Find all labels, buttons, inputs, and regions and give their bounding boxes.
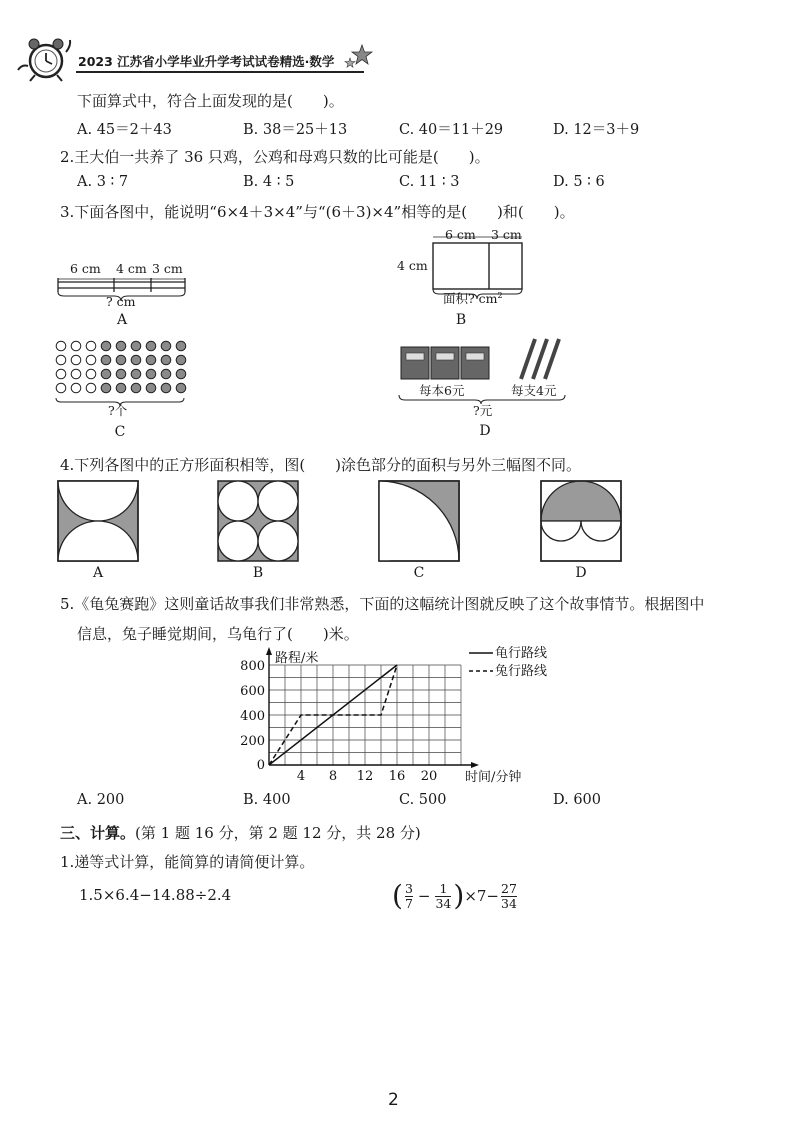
x-tick-label: 4 (296, 769, 306, 784)
fig-b-label: B (455, 312, 467, 328)
q4-figure-a[interactable] (57, 480, 139, 562)
frac3-den: 34 (501, 895, 517, 911)
frac1-den: 7 (404, 895, 413, 911)
fig-b-area-sup: 2 (497, 290, 503, 300)
q3-figure-b[interactable] (395, 225, 545, 333)
header-underline (76, 71, 364, 73)
q3-figure-a[interactable] (50, 258, 200, 333)
q5-option-c[interactable]: C. 500 (399, 792, 447, 808)
frac2-num: 1 (439, 880, 448, 896)
q4-label-d: D (575, 565, 587, 581)
section3-note: (第 1 题 16 分，第 2 题 12 分，共 28 分) (135, 824, 421, 842)
fig-d-pen-price: 每支4元 (511, 383, 557, 398)
page-number: 2 (388, 1090, 399, 1110)
dot (146, 369, 156, 379)
dot (71, 341, 81, 351)
dot (71, 369, 81, 379)
section3-q1: 1.递等式计算，能简算的请简便计算。 (60, 853, 315, 871)
fig-c-label: C (114, 424, 126, 440)
dot (116, 369, 126, 379)
x-tick-label: 12 (356, 769, 374, 784)
q2-option-d[interactable]: D. 5 ∶ 6 (553, 174, 605, 190)
dot (56, 341, 66, 351)
dot (101, 355, 111, 365)
dot (56, 383, 66, 393)
q4-label-c: C (413, 565, 425, 581)
dot (161, 341, 171, 351)
dot (176, 369, 186, 379)
q1-option-d[interactable]: D. 12＝3＋9 (553, 122, 640, 138)
q5-option-d[interactable]: D. 600 (553, 792, 602, 808)
fig-b-side: 4 cm (397, 258, 428, 273)
dot (161, 355, 171, 365)
q2-stem: 2.王大伯一共养了 36 只鸡，公鸡和母鸡只数的比可能是( )。 (60, 148, 490, 166)
q5-stem-line2: 信息，兔子睡觉期间，乌龟行了( )米。 (77, 625, 359, 643)
fig-d-label: D (479, 423, 491, 439)
q3-stem: 3.下面各图中，能说明“6×4＋3×4”与“(6＋3)×4”相等的是( )和( )。 (60, 203, 575, 221)
fig-b-area-text: 面积? cm (443, 291, 498, 306)
section3-heading (60, 822, 421, 843)
x-axis-label: 时间/分钟 (465, 770, 522, 785)
y-axis-label: 路程/米 (275, 651, 319, 666)
dot (86, 369, 96, 379)
dot (176, 341, 186, 351)
times-seven: ×7− (464, 887, 499, 905)
dot (86, 355, 96, 365)
dot (161, 369, 171, 379)
x-tick-label: 20 (420, 769, 438, 784)
fig-a-total: ? cm (106, 294, 136, 309)
alarm-clock-icon (14, 34, 74, 84)
y-axis-arrow (266, 647, 272, 655)
fig-c-total: ?个 (108, 403, 128, 418)
frac2-den: 34 (435, 895, 452, 911)
calc-expr-2: ( 3 7 − 1 34 ) ×7− 27 34 (392, 879, 517, 912)
dot (146, 355, 156, 365)
fig-a-seg1: 6 cm (70, 261, 101, 276)
q3-figure-c[interactable] (52, 338, 192, 446)
origin-label: 0 (256, 758, 265, 773)
fig-d-total: ?元 (473, 403, 493, 418)
fig-a-label: A (116, 312, 128, 328)
header-title: 江苏省小学毕业升学考试试卷精选·数学 (117, 54, 335, 69)
legend-label: 兔行路线 (495, 664, 548, 679)
dot (116, 341, 126, 351)
minus-sign: − (417, 887, 431, 905)
dot (146, 341, 156, 351)
fig-b-area (443, 289, 503, 307)
q2-option-a[interactable]: A. 3 ∶ 7 (77, 174, 129, 190)
q4-label-a: A (92, 565, 104, 581)
y-tick-label: 400 (240, 709, 265, 724)
dot (101, 369, 111, 379)
dot (71, 355, 81, 365)
dot (101, 341, 111, 351)
race-chart (235, 645, 615, 785)
frac3-num: 27 (501, 880, 517, 896)
q1-stem: 下面算式中，符合上面发现的是( )。 (77, 92, 344, 110)
dot (86, 383, 96, 393)
dot (101, 383, 111, 393)
q2-option-b[interactable]: B. 4 ∶ 5 (243, 174, 295, 190)
q4-figure-c[interactable] (378, 480, 460, 562)
x-tick-label: 8 (328, 769, 338, 784)
dot (161, 383, 171, 393)
header-year: 2023 (78, 54, 113, 69)
q4-figure-d[interactable] (540, 480, 622, 562)
q1-option-a[interactable]: A. 45＝2＋43 (77, 122, 172, 138)
q5-stem-line1: 5.《龟兔赛跑》这则童话故事我们非常熟悉，下面的这幅统计图就反映了这个故事情节。根据图中 (60, 595, 705, 613)
dot (176, 355, 186, 365)
dot (176, 383, 186, 393)
q4-label-b: B (252, 565, 264, 581)
fig-b-top1: 6 cm (445, 227, 476, 242)
fig-b-top2: 3 cm (491, 227, 522, 242)
x-axis-arrow (471, 762, 479, 768)
q2-option-c[interactable]: C. 11 ∶ 3 (399, 174, 460, 190)
q1-option-b[interactable]: B. 38＝25＋13 (243, 122, 348, 138)
dot (146, 383, 156, 393)
legend-label: 龟行路线 (495, 646, 548, 661)
q1-option-c[interactable]: C. 40＝11＋29 (399, 122, 504, 138)
dot (116, 383, 126, 393)
fig-a-seg2: 4 cm (116, 261, 147, 276)
dot (116, 355, 126, 365)
book-icon (401, 347, 429, 379)
dot (71, 383, 81, 393)
dot (56, 355, 66, 365)
x-tick-label: 16 (388, 769, 406, 784)
q3-figure-d[interactable] (395, 335, 575, 447)
book-icon (431, 347, 459, 379)
star-icon (344, 42, 374, 72)
q4-stem: 4.下列各图中的正方形面积相等，图( )涂色部分的面积与另外三幅图不同。 (60, 456, 582, 474)
pen-icon (521, 339, 559, 379)
dot (86, 341, 96, 351)
dot (131, 383, 141, 393)
calc-expr-1: 1.5×6.4−14.88÷2.4 (79, 886, 232, 904)
fig-a-seg3: 3 cm (152, 261, 183, 276)
dot (131, 355, 141, 365)
y-tick-label: 600 (240, 684, 265, 699)
dot (56, 369, 66, 379)
q5-option-b[interactable]: B. 400 (243, 792, 291, 808)
dot (131, 341, 141, 351)
section3-title: 三、计算。 (60, 824, 136, 842)
y-tick-label: 200 (240, 734, 265, 749)
y-tick-label: 800 (240, 659, 265, 674)
q4-figure-b[interactable] (217, 480, 299, 562)
q5-option-a[interactable]: A. 200 (77, 792, 125, 808)
book-icon (461, 347, 489, 379)
fig-d-book-price: 每本6元 (419, 383, 465, 398)
header (14, 38, 374, 82)
frac1-num: 3 (404, 880, 413, 896)
dot (131, 369, 141, 379)
